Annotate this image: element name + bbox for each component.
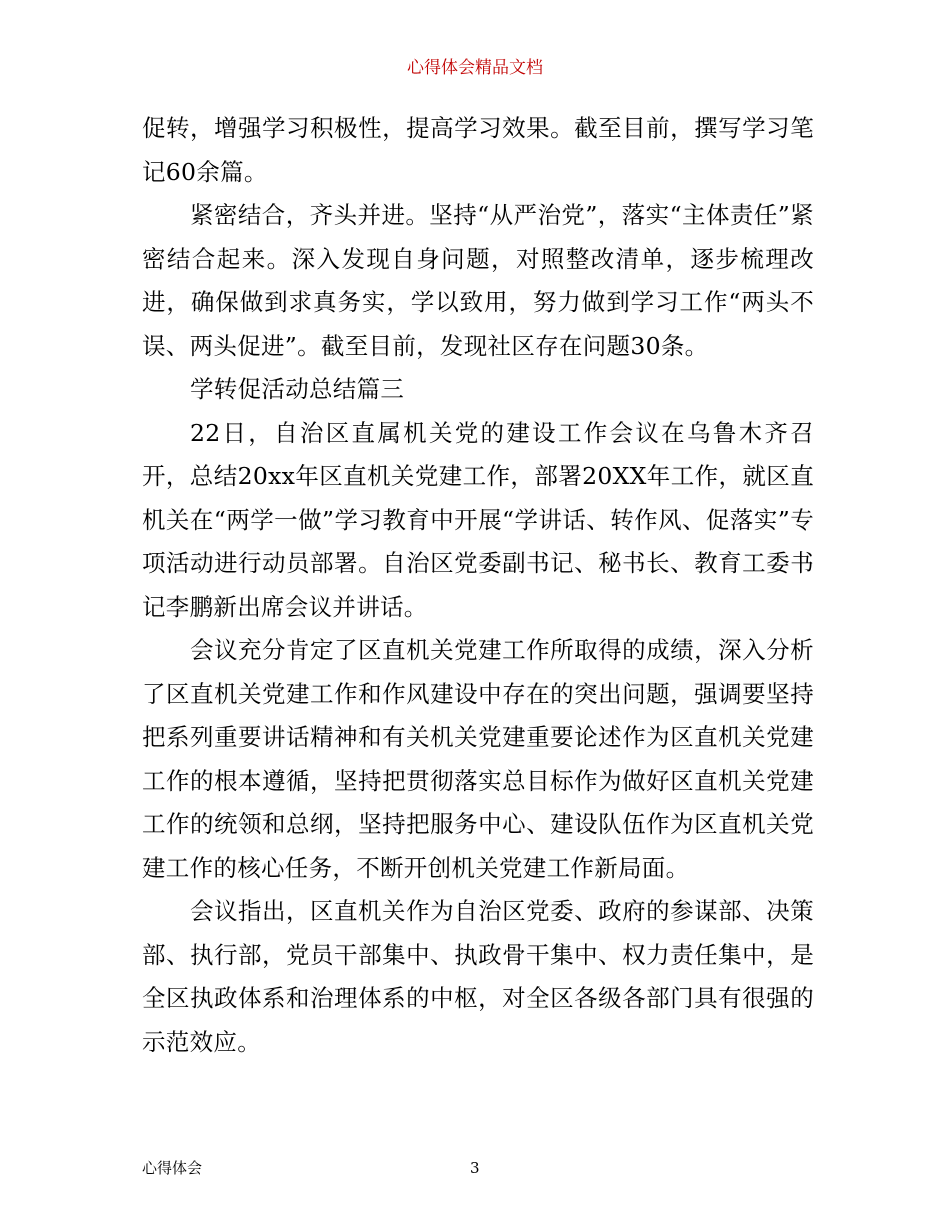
paragraph-3: 22日，自治区直属机关党的建设工作会议在乌鲁木齐召开，总结20xx年区直机关党建工作，部署20XX年工作，就区直机关在“两学一做”学习教育中开展“学讲话、转作风、促落实”专项活动进行动员部署。自治区党委副书记、秘书长、教育工委书记李鹏新出席会议并讲话。 (142, 418, 814, 621)
paragraph-2: 紧密结合，齐头并进。坚持“从严治党”，落实“主体责任”紧密结合起来。深入发现自身问题，对照整改清单，逐步梳理改进，确保做到求真务实，学以致用，努力做到学习工作“两头不误、两头促进”。截至目前，发现社区存在问题30条。 (142, 201, 814, 360)
footer-label: 心得体会 (142, 1159, 203, 1177)
document-footer (142, 1156, 814, 1180)
document-body (142, 107, 814, 1064)
section-heading: 学转促活动总结篇三 (190, 375, 405, 403)
document-header-title: 心得体会精品文档 (407, 58, 543, 78)
page-number: 3 (470, 1159, 480, 1177)
paragraph-4: 会议充分肯定了区直机关党建工作所取得的成绩，深入分析了区直机关党建工作和作风建设中存在的突出问题，强调要坚持把系列重要讲话精神和有关机关党建重要论述作为区直机关党建工作的根本遵循，坚持把贯彻落实总目标作为做好区直机关党建工作的统领和总纲，坚持把服务中心、建设队伍作为区直机关党建工作的核心任务，不断开创机关党建工作新局面。 (142, 636, 814, 882)
paragraph-1: 促转，增强学习积极性，提高学习效果。截至目前，撰写学习笔记60余篇。 (142, 114, 814, 186)
paragraph-5: 会议指出，区直机关作为自治区党委、政府的参谋部、决策部、执行部，党员干部集中、执政骨干集中、权力责任集中，是全区执政体系和治理体系的中枢，对全区各级各部门具有很强的示范效应。 (142, 897, 814, 1056)
